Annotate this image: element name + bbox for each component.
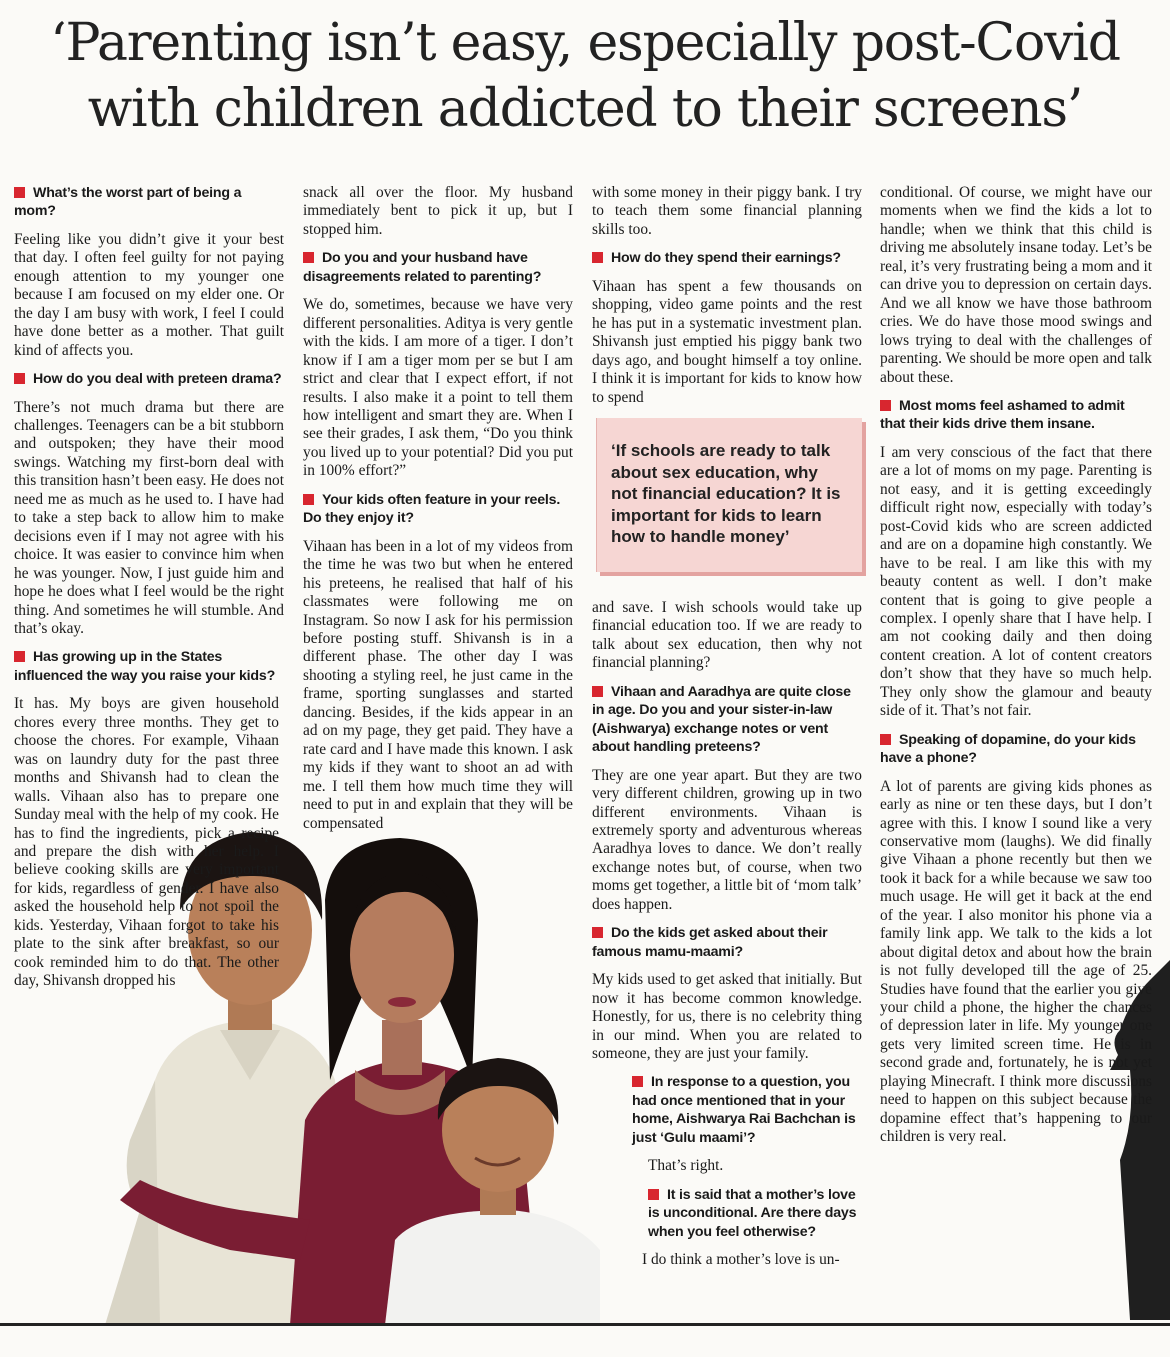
answer-gulu-maami: That’s right.	[648, 1157, 724, 1175]
red-square-icon	[303, 494, 314, 505]
question-preteen-drama: How do you deal with preteen drama?	[33, 371, 282, 388]
red-square-icon	[303, 252, 314, 263]
question-reels: Your kids often feature in your reels. Do they enjoy it?	[303, 491, 561, 527]
column-1	[14, 184, 284, 1001]
answer-preteen-drama: There’s not much drama but there are challenges. Teenagers can be a bit stubborn and outspoken; they have their mood swings. Watching my first-born deal with this transition hasn’t been easy. He does not need me as much as he used to. I have had to take a step back to allow him to make decisions even if I may not agree with his choice. It was easier to convince him when he was younger. Now, I just guide him and hope he does what I feel would be the right thing. And sometimes he will stumble. And that’s okay.	[14, 398, 284, 637]
answer-ashamed: I am very conscious of the fact that there are a lot of moms on my page. Parenting is not easy, and it is getting exceedingly difficult right now, especially with today’s post-Covid kids who are screen addicted and are on a dopamine high constantly. We have to be real. I am like this with my beauty content as well. I don’t make content that is going to give people a complex. I openly share that I have help. I am not cooking daily and then doing content creation. A lot of content creators don’t show that they have so much help. They only show the glamour and beauty side of it. That’s not fair.	[880, 443, 1152, 720]
bottom-rule	[0, 1323, 1170, 1326]
question-gulu-maami: In response to a question, you had once mentioned that in your home, Aishwarya Rai Bachchan is just ‘Gulu maami’?	[632, 1074, 856, 1146]
red-square-icon	[592, 927, 603, 938]
red-square-icon	[648, 1189, 659, 1200]
headline-line-2: with children addicted to their screens’	[87, 79, 1083, 139]
answer-worst-part: Feeling like you didn’t give it your best that day. I often feel guilty for not paying enough attention to my younger one because I am focused on my elder one. Or the day I am busy with work, I feel I could have done better as a mother. That guilt kind of affects you.	[14, 230, 284, 359]
answer-earnings-continued: and save. I wish schools would take up financial education too. If we are ready to talk about sex education, then why not financial planning?	[592, 598, 862, 672]
pull-quote: ‘If schools are ready to talk about sex education, why not financial education? It is important for kids to learn how to handle money’	[596, 418, 862, 572]
column-3	[592, 184, 862, 1279]
answer-states: It has. My boys are given household chores every three months. They get to choose the chores. For example, Vihaan was on laundry duty for the past three months and Shivansh had to clean the walls. Vihaan also has to prepare one Sunday meal with the help of my cook. He has to find the ingredients, pick a recipe and prepare the dish with her help. I believe cooking skills are very important for kids, regardless of gender. I have also asked the household help to not spoil the kids. Yesterday, Vihaan forgot to take his plate to the sink after breakfast, so our cook reminded him to do that. The other day, Shivansh dropped his	[14, 695, 279, 990]
red-square-icon	[880, 400, 891, 411]
question-unconditional: It is said that a mother’s love is unconditional. Are there days when you feel otherwise?	[648, 1186, 857, 1240]
red-square-icon	[592, 252, 603, 263]
answer-continued: snack all over the floor. My husband immediately bent to pick it up, but I stopped him.	[303, 184, 573, 238]
red-square-icon	[592, 686, 603, 697]
answer-reels: Vihaan has been in a lot of my videos from the time he was two but when he entered his preteens, he realised that half of his classmates were following me on Instagram. So now I ask for his permission before posting stuff. Shivansh is in a different phase. The other day I was shooting a styling reel, he just came in the frame, sporting sunglasses and started dancing. Besides, if the kids appear in an ad on my page, they get paid. They have a rate card and I have made this known. I ask my kids if they want to shoot an ad with me. I tell them how much time they will need to put in and explain that they will be compensated	[303, 537, 573, 832]
red-square-icon	[880, 734, 891, 745]
question-mamu-maami: Do the kids get asked about their famous mamu-maami?	[592, 925, 828, 960]
answer-aaradhya: They are one year apart. But they are two very different children, growing up in two different environments. Vihaan is extremely sporty and adventurous whereas Aaradhya loves to dance. We don’t really exchange notes but, of course, when two moms get together, a little bit of ‘mom talk’ does happen.	[592, 766, 862, 913]
question-disagreements: Do you and your husband have disagreements related to parenting?	[303, 250, 542, 285]
question-states: Has growing up in the States influenced the way you raise your kids?	[14, 649, 276, 684]
red-square-icon	[14, 651, 25, 662]
red-square-icon	[14, 187, 25, 198]
column-2	[303, 184, 573, 843]
question-phone: Speaking of dopamine, do your kids have a phone?	[880, 731, 1136, 767]
headline	[0, 10, 1170, 142]
answer-continued: conditional. Of course, we might have our moments when we find the kids a lot to handle; when we think that this child is driving me absolutely insane today. Let’s be real, it’s very frustrating being a mom and it can drive you to depression on certain days. And we all know we have those bathroom cries. We do have those mood swings and lows trying to deal with the challenges of parenting. We should be more open and talk about these.	[880, 184, 1152, 386]
answer-mamu-maami: My kids used to get asked that initially. But now it has become common knowledge. Honestly, for us, there is no celebrity thing in our mind. When you are related to someone, they are just your family.	[592, 971, 862, 1062]
red-square-icon	[632, 1076, 643, 1087]
answer-continued: with some money in their piggy bank. I try to teach them some financial planning skills too.	[592, 184, 862, 238]
answer-disagreements: We do, sometimes, because we have very different personalities. Aditya is very gentle with the kids. I am more of a tiger. I don’t know if I am a tiger mom per se but I am strict and clear that I expect effort, if not results. I also make it a point to tell them how intelligent and smart they are. When I see their grades, I ask them, “Do you think you lived up to your potential? Did you put in 100% effort?”	[303, 296, 573, 480]
question-aaradhya: Vihaan and Aaradhya are quite close in age. Do you and your sister-in-law (Aishwarya) exchange notes or vent about handling preteens?	[592, 683, 851, 756]
question-worst-part: What’s the worst part of being a mom?	[14, 185, 242, 220]
answer-earnings: Vihaan has spent a few thousands on shopping, video game points and the rest he has put in a systematic investment plan. Shivansh just emptied his piggy bank two days ago, and bought himself a toy online. I think it is important for kids to know how to spend	[592, 277, 862, 406]
answer-unconditional: I do think a mother’s love is un-	[642, 1251, 840, 1269]
question-ashamed: Most moms feel ashamed to admit that their kids drive them insane.	[880, 397, 1125, 433]
answer-phone: A lot of parents are giving kids phones as early as nine or ten these days, but I don’t agree with this. I know I sound like a very conservative mom (laughs). We did finally give Vihaan a phone recently but then we took it back for a while because we saw too much usage. He will get it back at the end of the year. I also monitor his phone via a family link app. We talk to the kids a lot about digital detox and about how the brain is not fully developed till the age of 25. Studies have found that the earlier you give your child a phone, the higher the chances of depression later in life. My younger one gets very limited screen time. He is in second grade and, fortunately, he is not yet playing Minecraft. I think more discussions need to happen on this subject because the dopamine effect that’s happening to our children is very real.	[880, 777, 1152, 1146]
red-square-icon	[14, 373, 25, 384]
question-earnings: How do they spend their earnings?	[611, 250, 841, 267]
headline-line-1: ‘Parenting isn’t easy, especially post-Covid	[50, 13, 1120, 73]
column-4	[880, 184, 1152, 1157]
